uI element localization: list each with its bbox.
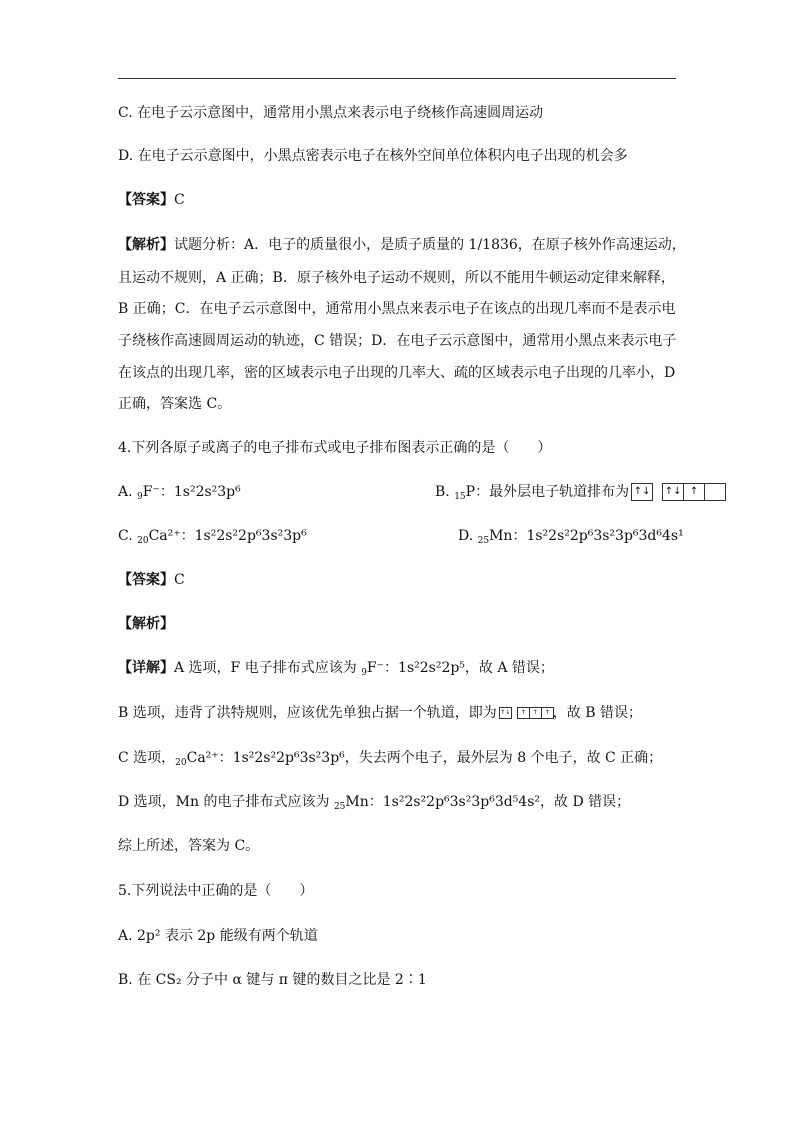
q4-option-b: B. $_{15}$P：最外层电子轨道排布为 ↑↓ ↑↓ ↑ xyxy=(435,482,725,502)
s-orbital-diagram xyxy=(631,483,652,501)
orbital-box: ↑↓ xyxy=(662,483,684,501)
analysis-label: 【解析】 xyxy=(118,237,174,253)
orbital-box: ↑ xyxy=(683,483,705,501)
header-rule xyxy=(118,78,676,79)
q3-analysis-line-3: B 正确；C．在电子云示意图中，通常用小黑点来表示电子在该点的出现几率而不是表示电 xyxy=(118,301,676,317)
q4-options-ab xyxy=(118,482,699,502)
q4-analysis-label: 【解析】 xyxy=(118,616,174,632)
q4-detail-d: D 选项，Mn 的电子排布式应该为 $_{25}$Mn：1s²2s²2p⁶3s²3p⁶3d⁵4s²，故 D 错误； xyxy=(118,794,631,812)
q4-answer xyxy=(118,570,185,590)
answer-label: 【答案】 xyxy=(118,192,174,208)
q4-option-a: A. $_9$F⁻：1s²2s²3p⁶ xyxy=(118,484,241,502)
q4-detail-a: 【详解】A 选项，F 电子排布式应该为 $_9$F⁻：1s²2s²2p⁵，故 A 错误； xyxy=(118,660,554,678)
s-orbital-diagram-small xyxy=(499,707,511,719)
orbital-box: ↑ xyxy=(529,707,542,719)
answer-label: 【答案】 xyxy=(118,572,174,588)
q3-analysis-line-6: 正确，答案选 C。 xyxy=(118,396,232,412)
q4-stem: 4.下列各原子或离子的电子排布式或电子排布图表示正确的是（ ） xyxy=(118,440,552,456)
q3-option-c: C. 在电子云示意图中，通常用小黑点来表示电子绕核作高速圆周运动 xyxy=(118,105,544,121)
q5-option-a: A. 2p² 表示 2p 能级有两个轨道 xyxy=(118,928,318,944)
q3-analysis-line-1 xyxy=(118,235,686,255)
answer-value: C xyxy=(174,572,185,588)
q4-option-d: D. $_{25}$Mn：1s²2s²2p⁶3s²3p⁶3d⁶4s¹ xyxy=(458,528,684,546)
q3-analysis-line-4: 子绕核作高速圆周运动的轨迹，C 错误；D．在电子云示意图中，通常用小黑点来表示电子 xyxy=(118,333,677,349)
orbital-box: ↑↓ xyxy=(631,483,653,501)
q3-analysis-line-2: 且运动不规则，A 正确；B．原子核外电子运动不规则，所以不能用牛顿运动定律来解释， xyxy=(118,270,675,286)
orbital-box: ↑ xyxy=(541,707,554,719)
answer-value: C xyxy=(174,192,185,208)
p-orbital-diagram xyxy=(662,483,725,501)
q3-analysis-line-5: 在该点的出现几率，密的区域表示电子出现的几率大、疏的区域表示电子出现的几率小，D xyxy=(118,365,676,381)
analysis-text: 试题分析：A．电子的质量很小，是质子质量的 1/1836，在原子核外作高速运动， xyxy=(174,237,686,253)
q5-stem: 5.下列说法中正确的是（ ） xyxy=(118,883,314,899)
orbital-box: ↑ xyxy=(517,707,530,719)
orbital-box: ↑↓ xyxy=(499,707,512,719)
q4-summary: 综上所述，答案为 C。 xyxy=(118,838,260,854)
q3-option-d: D. 在电子云示意图中，小黑点密表示电子在核外空间单位体积内电子出现的机会多 xyxy=(118,148,628,164)
detail-label: 【详解】 xyxy=(118,660,174,676)
q4-detail-c: C 选项，$_{20}$Ca²⁺：1s²2s²2p⁶3s²3p⁶，失去两个电子，最外层为 8 个电子，故 C 正确； xyxy=(118,750,663,768)
q5-option-b: B. 在 CS₂ 分子中 α 键与 π 键的数目之比是 2∶1 xyxy=(118,972,427,988)
p-orbital-diagram-small xyxy=(517,707,553,719)
q4-option-c: C. $_{20}$Ca²⁺：1s²2s²2p⁶3s²3p⁶ xyxy=(118,528,307,546)
q3-answer xyxy=(118,190,185,210)
q4-detail-b: B 选项，违背了洪特规则，应该优先单独占据一个轨道，即为 ↑↓ ↑ ↑ ↑ ，故 B 错误； xyxy=(118,705,642,721)
orbital-box xyxy=(704,483,726,501)
q4-options-cd xyxy=(118,526,684,546)
